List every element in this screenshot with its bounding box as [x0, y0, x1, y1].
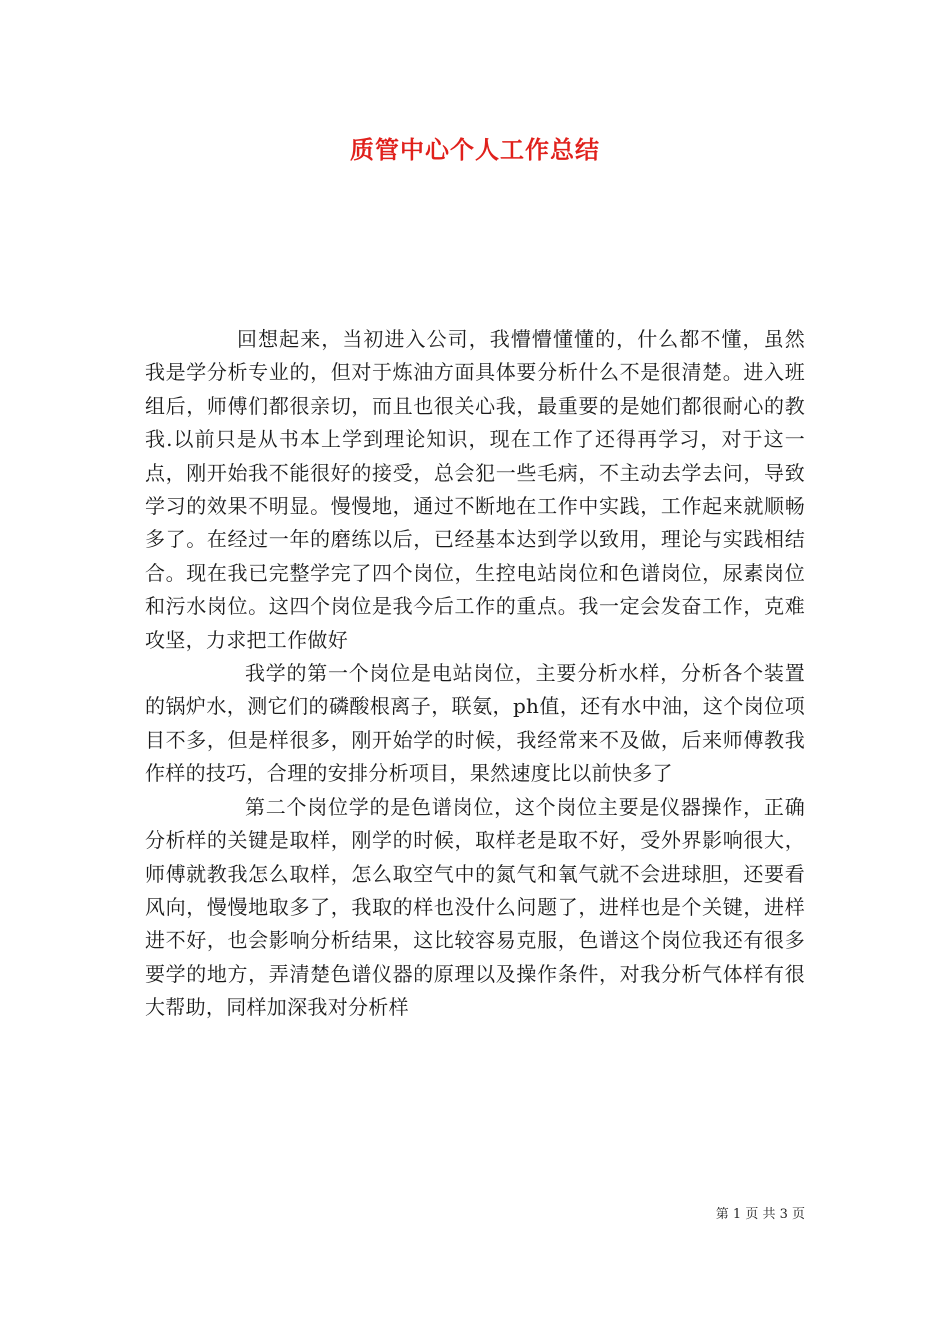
paragraph-3: 第二个岗位学的是色谱岗位，这个岗位主要是仪器操作，正确分析样的关键是取样，刚学的时候，取样老是取不好，受外界影响很大，师傅就教我怎么取样，怎么取空气中的氮气和氧气就不会进球胆，还要看风向，慢慢地取多了，我取的样也没什么问题了，进样也是个关键，进样进不好，也会影响分析结果，这比较容易克服，色谱这个岗位我还有很多要学的地方，弄清楚色谱仪器的原理以及操作条件，对我分析气体样有很大帮助，同样加深我对分析样: [145, 794, 805, 1020]
document-title: 质管中心个人工作总结: [350, 136, 600, 164]
page-number-footer: 第 1 页 共 3 页: [715, 1207, 805, 1222]
paragraph-2: 我学的第一个岗位是电站岗位，主要分析水样，分析各个装置的锅炉水，测它们的磷酸根离子，联氨，ph值，还有水中油，这个岗位项目不多，但是样很多，刚开始学的时候，我经常来不及做，后来师傅教我作样的技巧，合理的安排分析项目，果然速度比以前快多了: [145, 661, 805, 786]
document-body: [145, 323, 805, 1025]
paragraph-1: 回想起来，当初进入公司，我懵懵懂懂的，什么都不懂，虽然我是学分析专业的，但对于炼油方面具体要分析什么不是很清楚。进入班组后，师傅们都很亲切，而且也很关心我，最重要的是她们都很耐心的教我.以前只是从书本上学到理论知识，现在工作了还得再学习，对于这一点，刚开始我不能很好的接受，总会犯一些毛病，不主动去学去问，导致学习的效果不明显。慢慢地，通过不断地在工作中实践，工作起来就顺畅多了。在经过一年的磨练以后，已经基本达到学以致用，理论与实践相结合。现在我已完整学完了四个岗位，生控电站岗位和色谱岗位，尿素岗位和污水岗位。这四个岗位是我今后工作的重点。我一定会发奋工作，克难攻坚，力求把工作做好: [145, 327, 805, 652]
